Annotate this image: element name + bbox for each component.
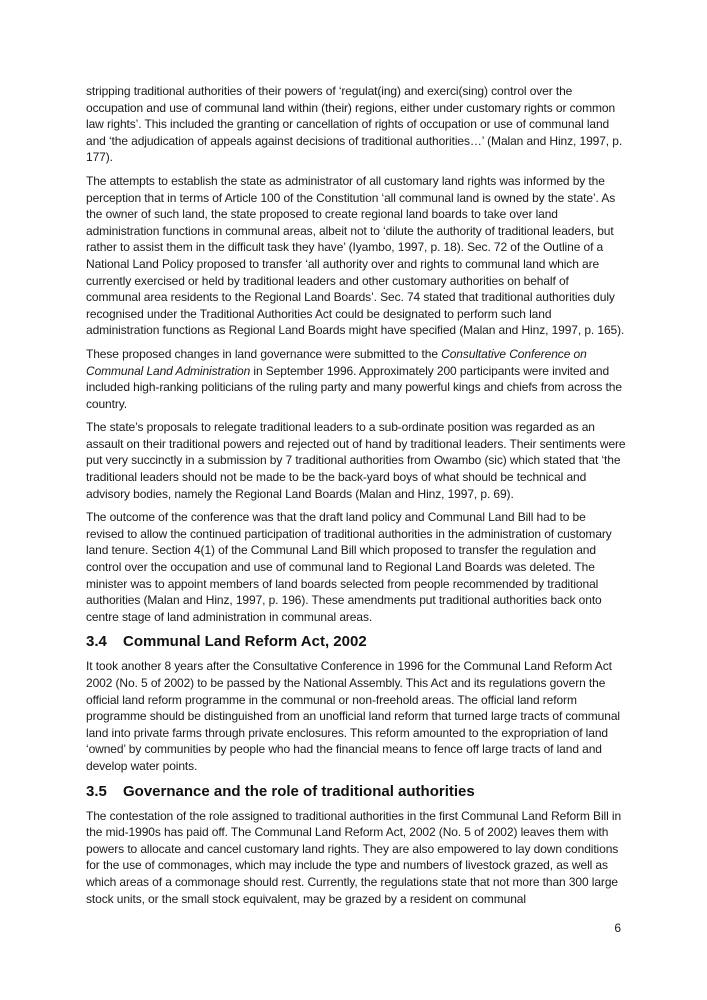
section-title: Communal Land Reform Act, 2002 <box>123 633 367 651</box>
text-run: in September 1996. Approximately 200 participants were invited and included high-ranking politicians of the ruling party and many powerful kings and chiefs from across the country. <box>86 363 622 411</box>
text-run: The attempts to establish the state as administrator of all customary land rights was informed by the perception that in terms of Article 100 of the Constitution ‘all communal land is owned by the state’. As the owner of such land, the state proposed to create regional land boards to take over land administration functions in communal areas, albeit not to ‘dilute the authority of traditional leaders, but rather to assist them in the difficult task they have’ (Iyambo, 1997, p. 18). Sec. 72 of the Outline of a National Land Policy proposed to transfer ‘all authority over and rights to communal land which are currently exercised or held by traditional leaders and other customary authorities on behalf of communal area residents to the Regional Land Boards’. Sec. 74 stated that traditional authorities duly recognised under the Traditional Authorities Act could be designated to perform such land administration functions as Regional Land Boards might have specified (Malan and Hinz, 1997, p. 165). <box>86 173 625 338</box>
section-title: Governance and the role of traditional authorities <box>123 782 475 800</box>
paragraph <box>86 346 626 412</box>
page-number: 6 <box>614 921 621 935</box>
text-run: The state’s proposals to relegate traditional leaders to a sub-ordinate position was regarded as an assault on their traditional powers and rejected out of hand by traditional leaders. Their sentiments were put very succinctly in a submission by 7 traditional authorities from Owambo (sic) which stated that ‘the traditional leaders should not be made to be the back-yard boys of what should be technical and advisory bodies, namely the Regional Land Boards (Malan and Hinz, 1997, p. 69). <box>86 420 626 501</box>
section-number: 3.5 <box>86 782 107 800</box>
paragraph <box>86 173 626 339</box>
paragraph <box>86 808 626 908</box>
paragraph <box>86 509 626 625</box>
text-run: The contestation of the role assigned to traditional authorities in the first Communal Land Reform Bill in the mid-1990s has paid off. The Communal Land Reform Act, 2002 (No. 5 of 2002) leaves them with powers to allocate and cancel customary land rights. They are also empowered to lay down conditions for the use of commonages, which may include the type and numbers of livestock grazed, as well as which areas of a commonage should rest. Currently, the regulations state that not more than 300 large stock units, or the small stock equivalent, may be grazed by a resident on communal <box>86 808 622 906</box>
section-3-4-body <box>86 658 626 774</box>
paragraph <box>86 83 626 166</box>
text-run: The outcome of the conference was that the draft land policy and Communal Land Bill had to be revised to allow the continued participation of traditional authorities in the administration of customary land tenure. Section 4(1) of the Communal Land Bill which proposed to transfer the regulation and control over the occupation and use of communal land to Regional Land Boards was deleted. The minister was to appoint members of land boards selected from people recommended by traditional authorities (Malan and Hinz, 1997, p. 196). These amendments put traditional authorities back onto centre stage of land administration in communal areas. <box>86 510 612 624</box>
section-heading-3-5 <box>86 782 626 802</box>
section-3-5-body <box>86 808 626 908</box>
paragraph <box>86 658 626 774</box>
paragraph <box>86 419 626 502</box>
body-text-block <box>86 83 626 625</box>
italic-text: Consultative Conference on Communal Land Administration <box>86 346 587 378</box>
text-run: It took another 8 years after the Consultative Conference in 1996 for the Communal Land Reform Act 2002 (No. 5 of 2002) to be passed by the National Assembly. This Act and its regulations govern the official land reform programme in the communal or non-freehold areas. The official land reform programme should be distinguished from an unofficial land reform that turned large tracts of communal land into private farms through private enclosures. This reform amounted to the expropriation of land ‘owned’ by communities by people who had the financial means to fence off large tracts of land and develop water points. <box>86 659 620 773</box>
section-number: 3.4 <box>86 633 107 651</box>
text-run: These proposed changes in land governance were submitted to the <box>86 346 442 361</box>
text-run: stripping traditional authorities of their powers of ‘regulat(ing) and exerci(sing) control over the occupation and use of communal land within (their) regions, either under customary rights or common law rights’. This included the granting or cancellation of rights of occupation or use of communal land and ‘the adjudication of appeals against decisions of traditional authorities…’ (Malan and Hinz, 1997, p. 177). <box>86 84 623 165</box>
section-heading-3-4 <box>86 632 626 652</box>
document-page <box>86 83 626 914</box>
